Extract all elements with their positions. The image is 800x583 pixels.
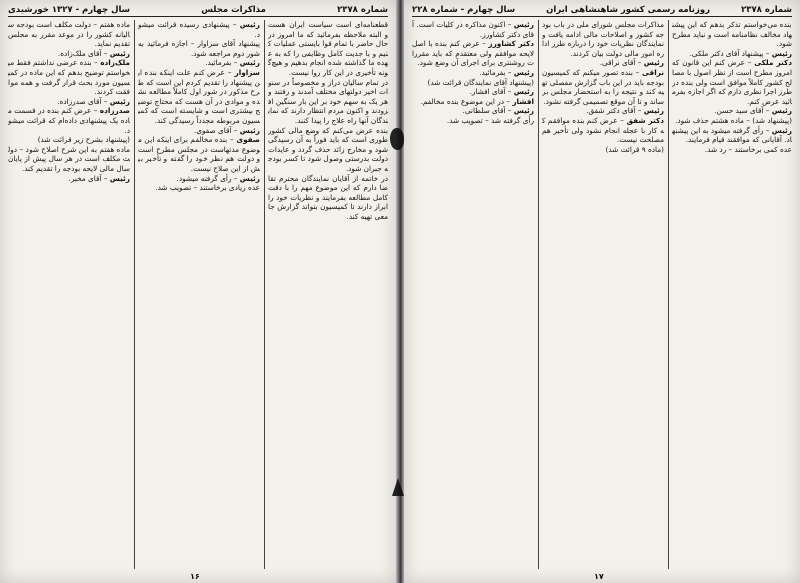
paragraph-text: آقای مخبر.	[68, 173, 102, 183]
paragraph-text: (پیشنهاد آقای نمایندگان قرائت شد)	[427, 77, 534, 87]
column-rule	[668, 20, 669, 569]
speaker-name: رئیس	[109, 48, 130, 58]
right-column-2	[542, 20, 664, 569]
right-header-number: شماره ۲۳۷۸	[741, 5, 792, 15]
left-column-2	[138, 20, 260, 569]
speaker-name: رئیس	[513, 106, 534, 116]
paragraph	[8, 20, 130, 49]
paragraph: رئیس – آقای سید حسن.	[714, 106, 792, 116]
paragraph-text: مذاکرات مجلس شورای ملی در باب بودجه کشور و اصلاحات مالی ادامه یافت و نمایندگان نظریات خود را درباره طرز اداره امور مالی دولت بیان کردند.	[542, 20, 664, 58]
paragraph-text: ماده هفتم به این شرح اصلاح شود – دولت مکلف است در هر سال پیش از پایان سال مالی لایحه بودجه را تقدیم کند.	[8, 144, 130, 173]
paragraph: رئیس – بفرمائید.	[205, 58, 260, 68]
speaker-name: رئیس	[239, 173, 260, 183]
paragraph-text: بفرمائید.	[205, 58, 232, 68]
paragraph: دکتر ملکی – عرض کنم این قانون که امروز مطرح است از نظر اصول با مصالح کشور کاملاً موافق است ولی بنده در طرز اجرا نظری دارم که اگر اجازه بفرمائید عرض کنم.	[672, 58, 792, 106]
paragraph-text: در این موضوع بنده مخالفم.	[420, 96, 505, 106]
paragraph-text: آقای ملک‌زاده.	[57, 48, 102, 58]
speaker-name: رئیس	[771, 48, 792, 58]
paragraph-text: رأی گرفته میشود.	[176, 173, 232, 183]
paragraph: رئیس – رأی گرفته میشود.	[176, 173, 260, 183]
paragraph	[542, 145, 664, 155]
paragraph-text: عرض کنم علت اینکه بنده این پیشنهاد را تقدیم کردم این است که طرح مذکور در شور اول کاملاً مطالعه نشده و موادی در آن هست که محتاج توضیح بیشتری است و شایسته است که کمیسیون مربوطه مجدداً رسیدگی کند.	[138, 67, 260, 125]
paragraph: رئیس – آقای صفوی.	[194, 125, 260, 135]
paragraph: نراقی – بنده تصور میکنم که کمیسیون بودجه باید در این باب گزارش مفصلی تهیه کند و نتیجه را به استحضار مجلس برساند و تا آن موقع تصمیمی گرفته نشود.	[542, 67, 664, 106]
paragraph: رئیس – پیشنهادی رسیده قرائت میشود.	[138, 20, 260, 39]
speaker-name: صدرزاده	[99, 106, 130, 116]
paragraph: رئیس – آقای صدرزاده.	[57, 96, 130, 106]
speaker-name: رئیس	[771, 125, 792, 135]
paragraph	[8, 145, 130, 174]
paragraph: سزاوار – عرض کنم علت اینکه بنده این پیشنهاد را تقدیم کردم این است که طرح مذکور در شور اول کاملاً مطالعه نشده و موادی در آن هست که محتاج توضیح بیشتری است و شایسته است که کمیسیون مربوطه مجدداً رسیدگی کند.	[138, 67, 260, 125]
column-rule	[134, 20, 135, 569]
left-page-folio: ۱۶	[190, 572, 200, 581]
paragraph-text: عرض کنم این قانون که امروز مطرح است از نظر اصول با مصالح کشور کاملاً موافق است ولی بنده در طرز اجرا نظری دارم که اگر اجازه بفرمائید عرض کنم.	[672, 58, 792, 106]
speaker-name: صفوی	[236, 135, 260, 145]
paragraph-text: اکنون مذاکره در کلیات است. آقای دکتر کشاورز.	[412, 20, 534, 39]
column-rule	[538, 20, 539, 569]
paragraph: رئیس – آقای مخبر.	[68, 173, 130, 183]
speaker-name: ملک‌زاده	[100, 58, 130, 68]
paragraph-text: آقای صفوی.	[194, 125, 232, 135]
speaker-name: رئیس	[643, 106, 664, 116]
paragraph-text: در تمام سالیان دراز و مخصوصاً در سنوات اخیر دولتهای مختلف آمدند و رفتند و هر یک به سهم خود بر این بار سنگین افزودند و اکنون مردم انتظار دارند که نمایندگان آنها راه علاج را پیدا کنند.	[268, 77, 388, 125]
speaker-name: رئیس	[513, 87, 534, 97]
speaker-name: سزاوار	[234, 67, 260, 77]
paragraph-text: پیشنهادی رسیده قرائت میشود.	[138, 20, 260, 39]
speaker-name: رئیس	[643, 58, 664, 68]
paragraph-text: عده زیادی برخاستند – تصویب شد.	[155, 183, 260, 193]
speaker-name: دکتر کشاورز	[488, 39, 534, 49]
right-page	[404, 0, 800, 583]
paragraph: رئیس – بفرمائید.	[479, 67, 534, 77]
speaker-name: افشار	[512, 96, 534, 106]
paragraph	[268, 126, 388, 174]
paragraph: رئیس – آقای نراقی.	[599, 58, 664, 68]
paragraph: رئیس – آقای افشار.	[469, 87, 534, 97]
paragraph	[268, 78, 388, 126]
paragraph-text: آقای افشار.	[469, 87, 506, 97]
right-header-title: روزنامه رسمی کشور شاهنشاهی ایران	[546, 5, 711, 15]
left-header-number: شماره ۲۳۷۸	[337, 5, 388, 15]
paragraph-text: رأی گرفته شد – تصویب شد.	[446, 115, 534, 125]
paragraph	[138, 183, 260, 193]
right-page-folio: ۱۷	[594, 572, 604, 581]
paragraph: رئیس – پیشنهاد آقای دکتر ملکی.	[689, 48, 792, 58]
paragraph	[412, 116, 534, 126]
right-page-header	[412, 4, 792, 17]
paragraph: رئیس – آقای ملک‌زاده.	[57, 48, 130, 58]
left-header-title: مذاکرات مجلس	[201, 5, 266, 15]
paragraph-text: (پیشنهاد بشرح زیر قرائت شد)	[37, 135, 130, 145]
speaker-name: رئیس	[109, 96, 130, 106]
paragraph	[138, 39, 260, 58]
left-page	[0, 0, 396, 583]
paragraph: رئیس – آقای دکتر شفق.	[586, 106, 664, 116]
paragraph-text: آقای نراقی.	[599, 58, 636, 68]
paragraph-text: آقای صدرزاده.	[57, 96, 102, 106]
speaker-name: رئیس	[239, 125, 260, 135]
paragraph-text: بنده تصور میکنم که کمیسیون بودجه باید در این باب گزارش مفصلی تهیه کند و نتیجه را به استحضار مجلس برساند و تا آن موقع تصمیمی گرفته نشود.	[542, 67, 664, 106]
paragraph-text: بنده عرض می‌کنم که وضع مالی کشور طوری است که باید فوراً به آن رسیدگی شود و مخارج زائد حذف گردد و عایدات دولت بدرستی وصول شود تا کسر بودجه جبران شود.	[268, 125, 388, 173]
paragraph	[412, 78, 534, 88]
column-rule	[264, 20, 265, 569]
speaker-name: نراقی	[642, 67, 664, 77]
paragraph-text: (ماده ۹ قرائت شد)	[605, 144, 664, 154]
left-header-date: سال چهارم - ۱۳۲۷ خورشیدی	[8, 5, 130, 15]
paragraph-text: بنده مخالفم برای اینکه این موضوع مدتهاست در مجلس مطرح است و دولت هم نظر خود را گفته و تأخیر بیش از این صلاح نیست.	[138, 135, 260, 173]
paragraph-text: ماده هفتم – دولت مکلف است بودجه سالیانه کشور را در موعد مقرر به مجلس تقدیم نماید.	[8, 20, 130, 49]
paragraph-text: آقای سلطانی.	[462, 106, 506, 116]
paragraph-text: عرض کنم بنده در قسمت ماده یک پیشنهادی داده‌ام که قرائت میشود.	[8, 106, 130, 135]
paragraph-text: بنده می‌خواستم تذکر بدهم که این پیشنهاد مخالف نظامنامه است و نباید مطرح شود.	[672, 20, 792, 49]
paragraph-text: بفرمائید.	[479, 67, 506, 77]
paragraph-text: آقای دکتر شفق.	[586, 106, 636, 116]
paragraph	[268, 174, 388, 222]
paragraph	[672, 20, 792, 49]
paragraph: دکتر کشاورز – عرض کنم بنده با اصل لایحه موافقم ولی معتقدم که باید مقررات روشنتری برای اجرای آن وضع شود.	[412, 39, 534, 68]
paragraph: افشار – در این موضوع بنده مخالفم.	[420, 96, 534, 106]
paragraph	[542, 20, 664, 58]
speaker-name: رئیس	[109, 173, 130, 183]
right-header-date: سال چهارم - شماره ۲۲۸	[412, 5, 516, 15]
right-column-1	[672, 20, 792, 569]
paragraph-text: بنده عرضی نداشتم فقط میخواستم توضیح بدهم که این ماده در کمیسیون مورد بحث قرار گرفت و همه موافقت کردند.	[8, 58, 130, 97]
paragraph	[268, 20, 388, 78]
paragraph-text: قطعنامه‌ای است سیاست ایران هست و البته ملاحظه بفرمائید که ما امروز در حال حاضر با تمام قوا بایستی عملیات کنیم و با جدیت کامل وظایفی را که به عهده ما گذاشته شده انجام بدهیم و هیچ‌گونه تأخیری در این کار روا نیست.	[268, 20, 388, 77]
paragraph: صدرزاده – عرض کنم بنده در قسمت ماده یک پیشنهادی داده‌ام که قرائت میشود.	[8, 106, 130, 135]
speaker-name: رئیس	[771, 106, 792, 116]
paragraph-text: رأی گرفته میشود به این پیشنهاد. آقایانی که موافقند قیام فرمایند.	[672, 125, 792, 145]
speaker-name: دکتر ملکی	[754, 58, 792, 68]
left-page-header	[8, 4, 388, 17]
paragraph	[672, 116, 792, 126]
paragraph: صفوی – بنده مخالفم برای اینکه این موضوع مدتهاست در مجلس مطرح است و دولت هم نظر خود را گفته و تأخیر بیش از این صلاح نیست.	[138, 135, 260, 173]
paragraph-text: عرض کنم بنده موافقم که کار با عجله انجام نشود ولی تأخیر هم مصلحت نیست.	[542, 115, 664, 145]
left-column-1	[268, 20, 388, 569]
paragraph-text: آقای سید حسن.	[714, 106, 764, 116]
paragraph	[8, 135, 130, 145]
paragraph-text: (پیشنهاد شد) – ماده هشتم حذف شود.	[675, 115, 792, 125]
paragraph: رئیس – رأی گرفته میشود به این پیشنهاد. آقایانی که موافقند قیام فرمایند.	[672, 125, 792, 145]
paragraph-text: در خاتمه از آقایان نمایندگان محترم تقاضا دارم که این موضوع مهم را با دقت کامل مطالعه بفرمایند و نظریات خود را ابراز دارند تا کمیسیون بتواند گزارش جامعی تهیه کند.	[268, 173, 388, 221]
paragraph: رئیس – آقای سلطانی.	[462, 106, 534, 116]
paragraph	[672, 145, 792, 155]
paragraph-text: عده کمی برخاستند – رد شد.	[704, 144, 792, 154]
left-column-3	[8, 20, 130, 569]
paragraph: دکتر شفق – عرض کنم بنده موافقم که کار با عجله انجام نشود ولی تأخیر هم مصلحت نیست.	[542, 115, 664, 145]
speaker-name: رئیس	[513, 20, 534, 29]
paragraph-text: عرض کنم بنده با اصل لایحه موافقم ولی معتقدم که باید مقررات روشنتری برای اجرای آن وضع شود.	[412, 39, 534, 68]
ink-blot	[390, 128, 404, 150]
speaker-name: رئیس	[239, 58, 260, 68]
speaker-name: رئیس	[239, 20, 260, 29]
right-column-3	[412, 20, 534, 569]
paragraph-text: پیشنهاد آقای دکتر ملکی.	[689, 48, 764, 58]
paragraph: رئیس – اکنون مذاکره در کلیات است. آقای دکتر کشاورز.	[412, 20, 534, 39]
speaker-name: رئیس	[513, 67, 534, 77]
paragraph-text: پیشنهاد آقای سزاوار – اجازه فرمائید به شور دوم مراجعه شود.	[138, 39, 260, 58]
speaker-name: دکتر شفق	[626, 115, 664, 125]
paragraph: ملک‌زاده – بنده عرضی نداشتم فقط میخواستم توضیح بدهم که این ماده در کمیسیون مورد بحث قرار گرفت و همه موافقت کردند.	[8, 58, 130, 97]
